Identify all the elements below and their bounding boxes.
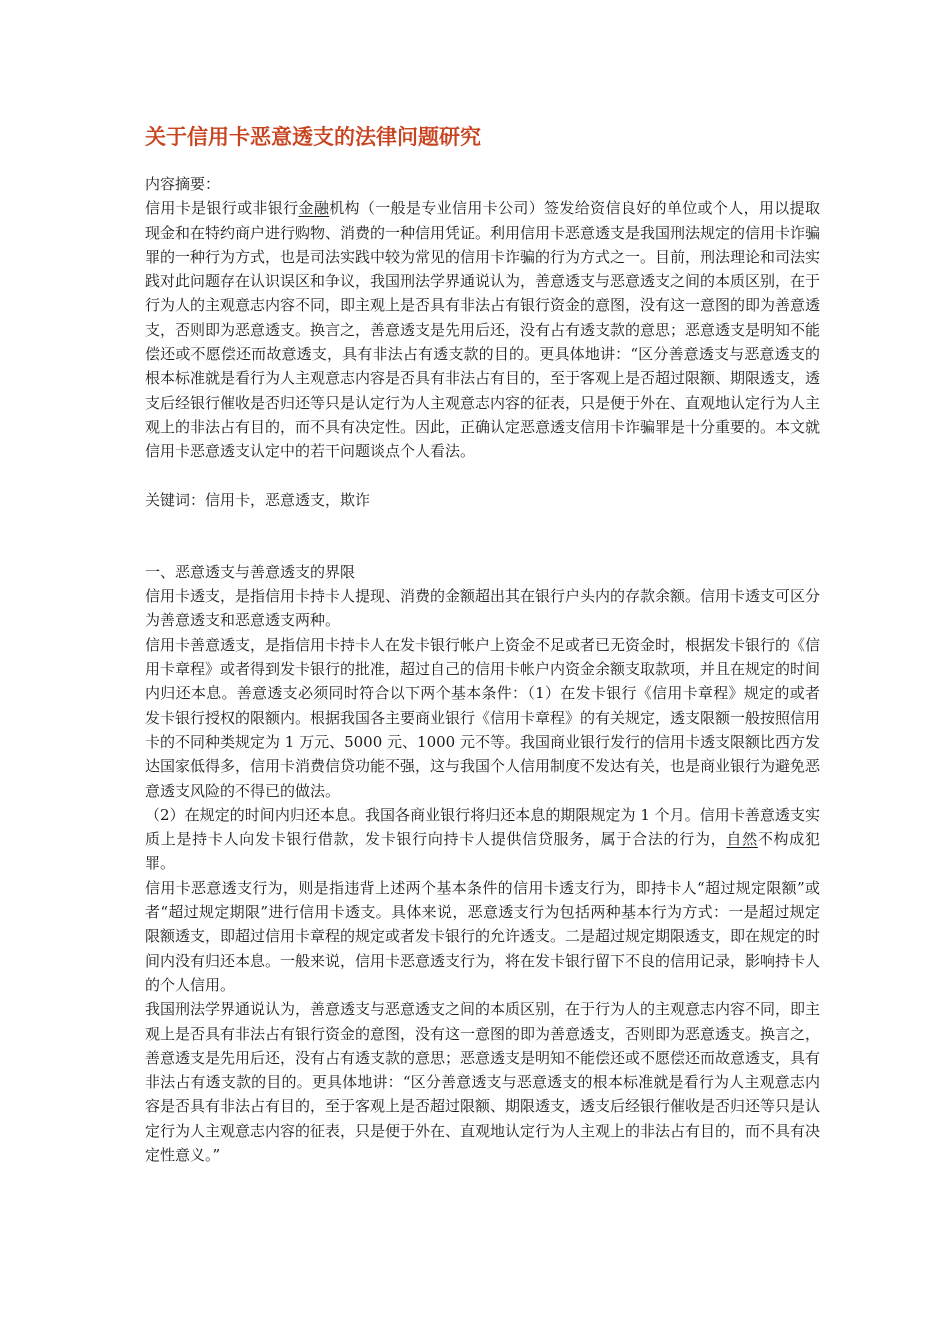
section-paragraph-4: 信用卡恶意透支行为，则是指违背上述两个基本条件的信用卡透支行为，即持卡人“超过规定限额”或者“超过规定期限”进行信用卡透支。具体来说，恶意透支行为包括两种基本行为方式：一是超过规定限额透支，即超过信用卡章程的规定或者发卡银行的允许透支。二是超过规定期限透支，即在规定的时间内没有归还本息。一般来说，信用卡恶意透支行为，将在发卡银行留下不良的信用记录，影响持卡人的个人信用。 [145, 878, 821, 994]
abstract-text-rest: 机构（一般是专业信用卡公司）签发给资信良好的单位或个人，用以提取现金和在特约商户进行购物、消费的一种信用凭证。利用信用卡恶意透支是我国刑法规定的信用卡诈骗罪的一种行为方式，也是司法实践中较为常见的信用卡诈骗的行为方式之一。目前，刑法理论和司法实践对此问题存在认识误区和争议，我国刑法学界通说认为，善意透支与恶意透支之间的本质区别，在于行为人的主观意志内容不同，即主观上是否具有非法占有银行资金的意图，没有这一意图的即为善意透支，否则即为恶意透支。换言之，善意透支是先用后还，没有占有透支款的意思；恶意透支是明知不能偿还或不愿偿还而故意透支，具有非法占有透支款的目的。更具体地讲：“区分善意透支与恶意透支的根本标准就是看行为人主观意志内容是否具有非法占有目的，至于客观上是否超过限额、期限透支，透支后经银行催收是否归还等只是认定行为人主观意志内容的征表，只是便于外在、直观地认定行为人主观上的非法占有目的，而不具有决定性。因此，正确认定恶意透支信用卡诈骗罪是十分重要的。本文就信用卡恶意透支认定中的若干问题谈点个人看法。 [145, 199, 821, 461]
nature-link[interactable]: 自然 [726, 830, 758, 849]
finance-link[interactable]: 金融 [298, 199, 330, 218]
spacer [145, 464, 820, 488]
keywords-line: 关键词：信用卡，恶意透支，欺诈 [145, 490, 371, 509]
section-heading: 一、恶意透支与善意透支的界限 [145, 562, 356, 581]
section-paragraph-3 [145, 803, 820, 876]
section-paragraph-1: 信用卡透支，是指信用卡持卡人提现、消费的金额超出其在银行户头内的存款余额。信用卡透支可区分为善意透支和恶意透支两种。 [145, 587, 821, 630]
paragraph-3-text-start: （2）在规定的时间内归还本息。我国各商业银行将归还本息的期限规定为 1 个月。信用卡善意透支实质上是持卡人向发卡银行借款，发卡银行向持卡人提供信贷服务，属于合法的行为， [145, 805, 820, 849]
spacer [145, 512, 820, 560]
abstract-label: 内容摘要： [145, 175, 221, 193]
paragraph-3-text-end: 不构成犯罪。 [145, 830, 820, 873]
abstract-text-start: 信用卡是银行或非银行 [145, 199, 299, 218]
document-body [145, 172, 820, 1167]
document-title: 关于信用卡恶意透支的法律问题研究 [145, 125, 481, 149]
section-paragraph-2: 信用卡善意透支，是指信用卡持卡人在发卡银行帐户上资金不足或者已无资金时，根据发卡银行的《信用卡章程》或者得到发卡银行的批准，超过自己的信用卡帐户内资金余额支取款项，并且在规定的时间内归还本息。善意透支必须同时符合以下两个基本条件：（1）在发卡银行《信用卡章程》规定的或者发卡银行授权的限额内。根据我国各主要商业银行《信用卡章程》的有关规定，透支限额一般按照信用卡的不同种类规定为 1 万元、5000 元、1000 元不等。我国商业银行发行的信用卡透支限额比西方发达国家低得多，信用卡消费信贷功能不强，这与我国个人信用制度不发达有关，也是商业银行为避免恶意透支风险的不得已的做法。 [145, 635, 821, 800]
abstract-paragraph [145, 196, 820, 463]
section-paragraph-5: 我国刑法学界通说认为，善意透支与恶意透支之间的本质区别，在于行为人的主观意志内容不同，即主观上是否具有非法占有银行资金的意图，没有这一意图的即为善意透支，否则即为恶意透支。换言之，善意透支是先用后还，没有占有透支款的意思；恶意透支是明知不能偿还或不愿偿还而故意透支，具有非法占有透支款的目的。更具体地讲：“区分善意透支与恶意透支的根本标准就是看行为人主观意志内容是否具有非法占有目的，至于客观上是否超过限额、期限透支，透支后经银行催收是否归还等只是认定行为人主观意志内容的征表，只是便于外在、直观地认定行为人主观上的非法占有目的，而不具有决定性意义。” [145, 1000, 821, 1164]
